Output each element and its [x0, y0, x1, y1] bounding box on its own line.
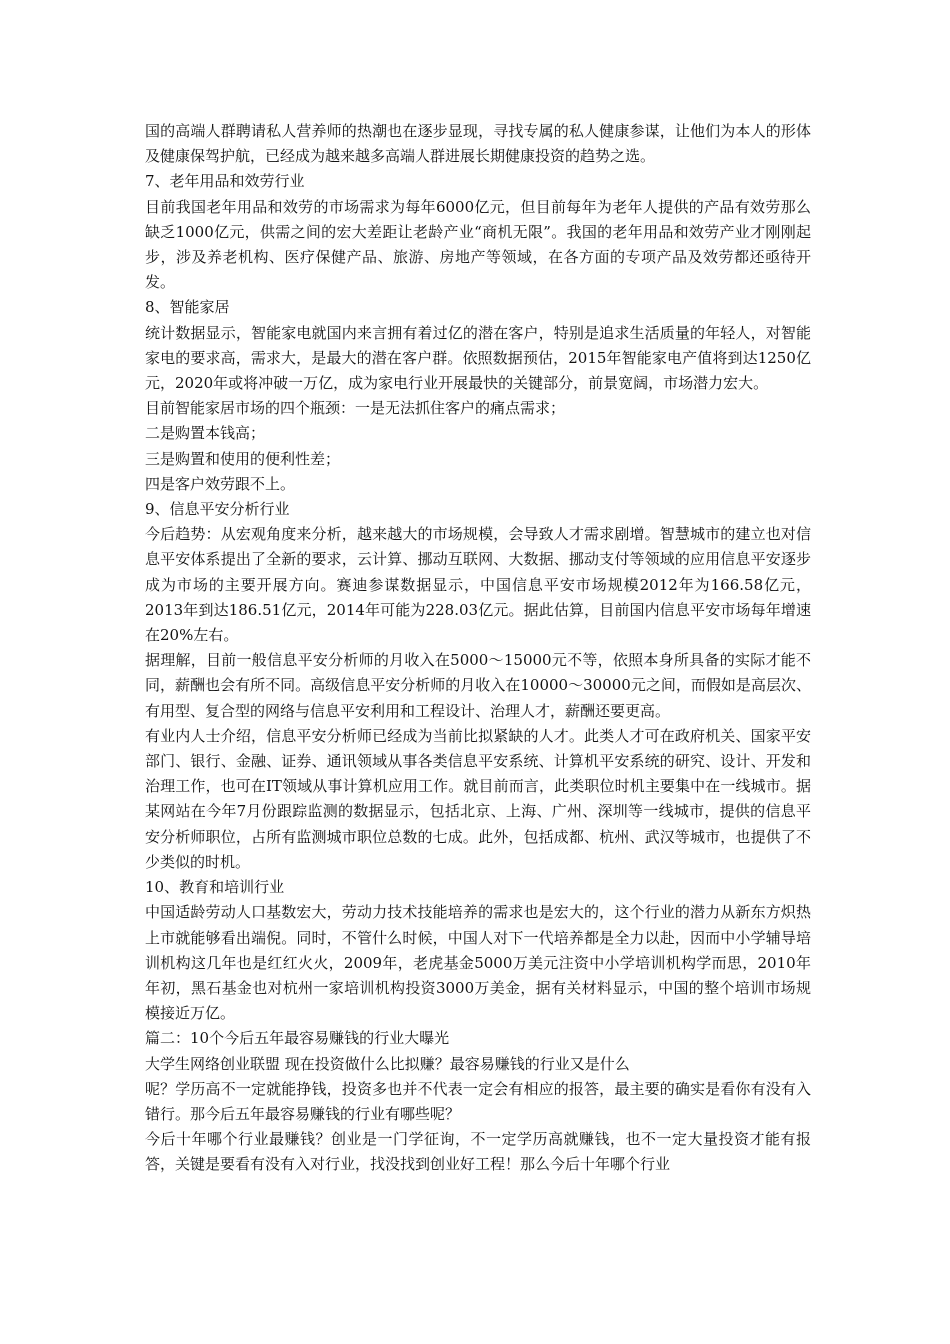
paragraph: 有业内人士介绍，信息平安分析师已经成为当前比拟紧缺的人才。此类人才可在政府机关、国家平安部门、银行、金融、证券、通讯领域从事各类信息平安系统、计算机平安系统的研究、设计、开发和治理工作，也可在IT领域从事计算机应用工作。就目前而言，此类职位时机主要集中在一线城市。据某网站在今年7月份跟踪监测的数据显示，包括北京、上海、广州、深圳等一线城市，提供的信息平安分析师职位，占所有监测城市职位总数的七成。此外，包括成都、杭州、武汉等城市，也提供了不少类似的时机。 — [145, 726, 811, 871]
paragraph: 目前智能家居市场的四个瓶颈：一是无法抓住客户的痛点需求； — [145, 399, 566, 418]
section-heading-10: 10、教育和培训行业 — [145, 878, 285, 897]
paragraph: 今后趋势：从宏观角度来分析，越来越大的市场规模，会导致人才需求剧增。智慧城市的建立也对信息平安体系提出了全新的要求，云计算、挪动互联网、大数据、挪动支付等领域的应用信息平安逐步成为市场的主要开展方向。赛迪参谋数据显示，中国信息平安市场规模2012年为166.58亿元，2013年到达186.51亿元，2014年可能为228.03亿元。据此估算，目前国内信息平安市场每年增速在20%左右。 — [145, 525, 811, 645]
section-heading-8: 8、智能家居 — [145, 298, 230, 317]
paragraph: 国的高端人群聘请私人营养师的热潮也在逐步显现，寻找专属的私人健康参谋，让他们为本人的形体及健康保驾护航，已经成为越来越多高端人群进展长期健康投资的趋势之选。 — [145, 122, 811, 166]
paragraph: 四是客户效劳跟不上。 — [145, 474, 296, 493]
paragraph: 大学生网络创业联盟 现在投资做什么比拟赚？最容易赚钱的行业又是什么 — [145, 1054, 630, 1073]
paragraph: 今后十年哪个行业最赚钱？创业是一门学征询，不一定学历高就赚钱，也不一定大量投资才能有报答，关键是要看有没有入对行业，找没找到创业好工程！那么今后十年哪个行业 — [145, 1130, 811, 1174]
document-body — [145, 119, 811, 1178]
article-heading: 篇二：10个今后五年最容易赚钱的行业大曝光 — [145, 1029, 450, 1048]
paragraph: 三是购置和使用的便利性差； — [145, 449, 341, 468]
paragraph: 目前我国老年用品和效劳的市场需求为每年6000亿元，但目前每年为老年人提供的产品有效劳那么缺乏1000亿元，供需之间的宏大差距让老龄产业“商机无限”。我国的老年用品和效劳产业才刚刚起步，涉及养老机构、医疗保健产品、旅游、房地产等领域，在各方面的专项产品及效劳都还亟待开发。 — [145, 197, 811, 292]
paragraph: 二是购置本钱高； — [145, 424, 266, 443]
paragraph: 中国适龄劳动人口基数宏大，劳动力技术技能培养的需求也是宏大的，这个行业的潜力从新东方炽热上市就能够看出端倪。同时，不管什么时候，中国人对下一代培养都是全力以赴，因而中小学辅导培训机构这几年也是红红火火，2009年，老虎基金5000万美元注资中小学培训机构学而思，2010年年初，黑石基金也对杭州一家培训机构投资3000万美金，据有关材料显示，中国的整个培训市场规模接近万亿。 — [145, 903, 811, 1023]
paragraph: 统计数据显示，智能家电就国内来言拥有着过亿的潜在客户，特别是追求生活质量的年轻人，对智能家电的要求高，需求大，是最大的潜在客户群。依照数据预估，2015年智能家电产值将到达1250亿元，2020年或将冲破一万亿，成为家电行业开展最快的关键部分，前景宽阔，市场潜力宏大。 — [145, 323, 811, 393]
section-heading-7: 7、老年用品和效劳行业 — [145, 172, 305, 191]
paragraph: 据理解，目前一般信息平安分析师的月收入在5000～15000元不等，依照本身所具备的实际才能不同，薪酬也会有所不同。高级信息平安分析师的月收入在10000～30000元之间，而假如是高层次、有用型、复合型的网络与信息平安利用和工程设计、治理人才，薪酬还要更高。 — [145, 651, 811, 720]
paragraph: 呢？学历高不一定就能挣钱，投资多也并不代表一定会有相应的报答，最主要的确实是看你有没有入错行。那今后五年最容易赚钱的行业有哪些呢？ — [145, 1079, 811, 1123]
section-heading-9: 9、信息平安分析行业 — [145, 500, 290, 519]
